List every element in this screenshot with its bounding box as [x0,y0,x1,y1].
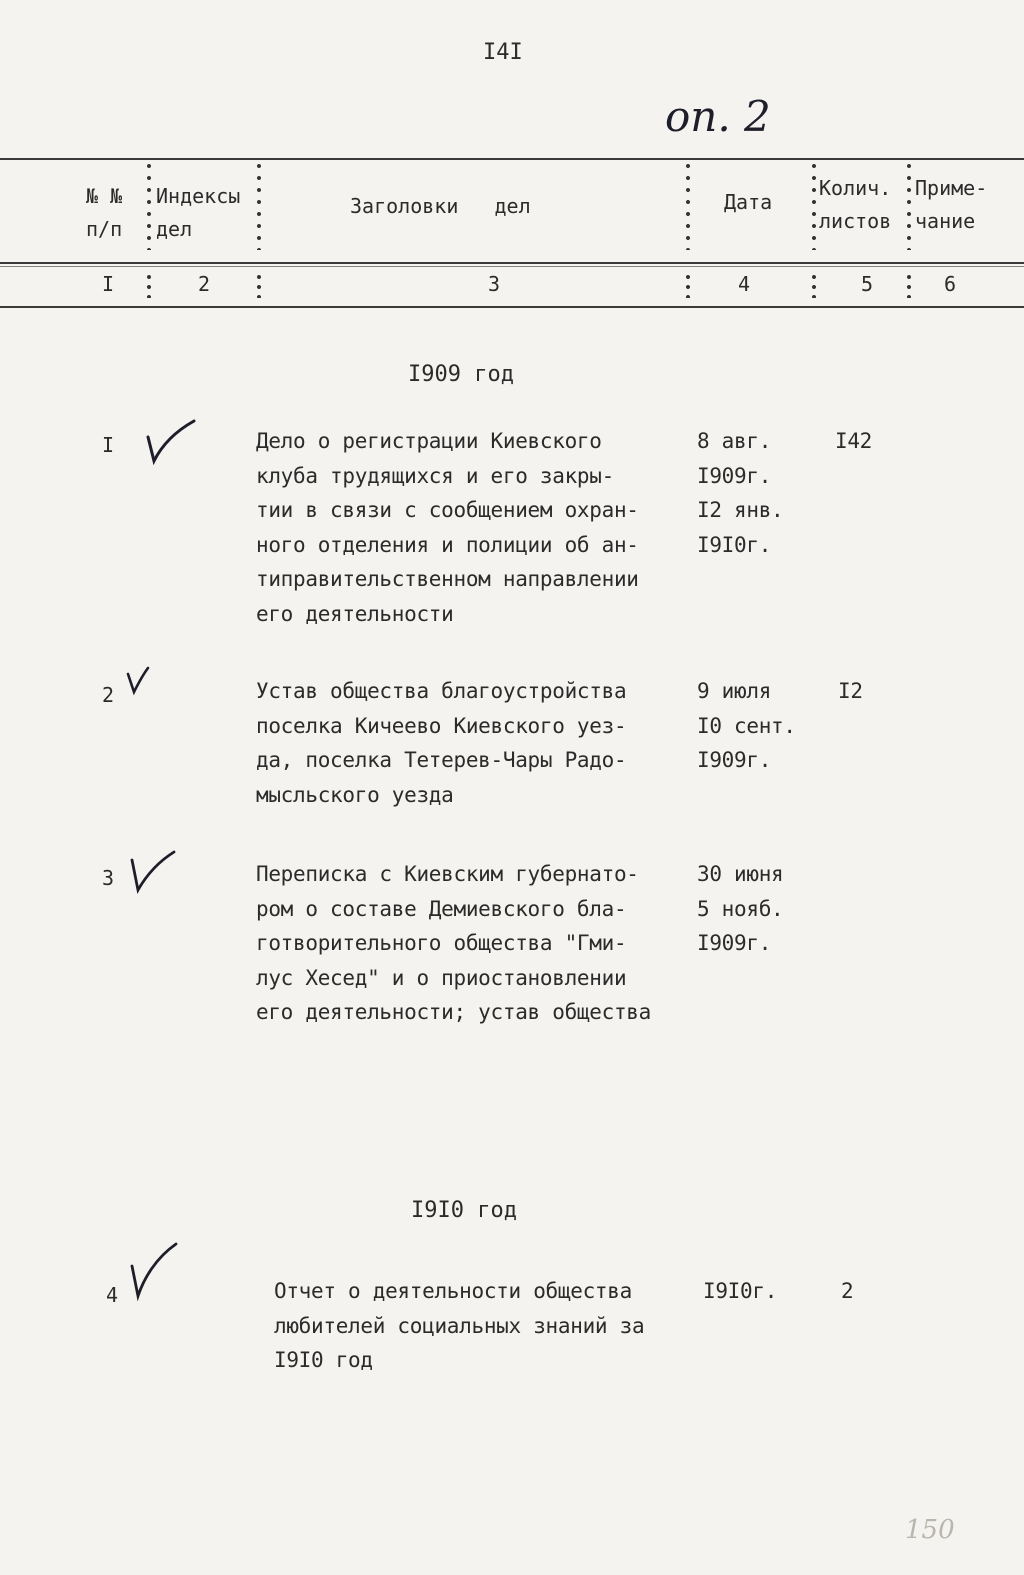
entry-title: Переписка с Киевским губернато- ром о составе Демиевского бла- готворительного общества "Гми- лус Хесед" и о приостановлении его деятельности; устав общества [256,862,651,1024]
section-year-heading: I909 год [408,362,514,387]
header-col-note: Приме- чание [915,176,988,233]
header-mid-rule [0,262,1024,264]
header-col-index: Индексы дел [156,184,241,241]
col-separator [686,272,690,298]
col-number-4: 4 [738,272,751,296]
entry-number: I [102,433,115,457]
check-mark-icon [140,415,200,465]
entry-number: 4 [106,1283,119,1307]
col-number-6: 6 [944,272,957,296]
col-separator [257,272,261,298]
header-col-date: Дата [724,190,773,214]
col-number-3: 3 [488,272,501,296]
col-separator [812,160,816,250]
page-number: I4I [483,40,523,65]
entry-sheets: 2 [841,1279,854,1303]
entry-title: Дело о регистрации Киевского клуба трудящихся и его закры- тии в связи с сообщением охран- ного отделения и полиции об ан- типравительственном направлении его деятельности [256,429,639,626]
entry-title: Устав общества благоустройства поселка Кичеево Киевского уез- да, поселка Тетерев-Чары Радо- мысльского уезда [256,679,627,807]
entry-date: 8 авг. I909г. I2 янв. I9I0г. [697,429,784,557]
entry-title: Отчет о деятельности общества любителей социальных знаний за I9I0 год [274,1279,645,1372]
entry-sheets: I42 [835,429,873,453]
col-number-5: 5 [861,272,874,296]
header-bottom-rule [0,306,1024,308]
entry-date: 9 июля I0 сент. I909г. [697,679,796,772]
check-mark-icon [122,664,162,704]
header-mid-rule-2 [0,266,1024,267]
header-col-sheets: Колич. листов [819,176,892,233]
col-separator [812,272,816,298]
faint-corner-mark: 150 [905,1515,955,1545]
section-year-heading: I9I0 год [411,1198,517,1223]
col-separator [907,160,911,250]
col-separator [147,272,151,298]
entry-number: 2 [102,683,115,707]
col-separator [147,160,151,250]
entry-sheets: I2 [838,679,863,703]
header-col-number: № № п/п [86,184,123,241]
header-top-rule [0,158,1024,160]
col-number-1: I [102,272,115,296]
entry-date: I9I0г. [703,1279,778,1303]
col-separator [907,272,911,298]
check-mark-icon [124,846,180,896]
check-mark-icon [122,1238,182,1302]
col-separator [686,160,690,250]
header-col-title: Заголовки дел [350,194,531,218]
col-separator [257,160,261,250]
entry-date: 30 июня 5 нояб. I909г. [697,862,784,955]
entry-number: 3 [102,866,115,890]
col-number-2: 2 [198,272,211,296]
handwritten-stamp: оп. 2 [665,92,771,141]
